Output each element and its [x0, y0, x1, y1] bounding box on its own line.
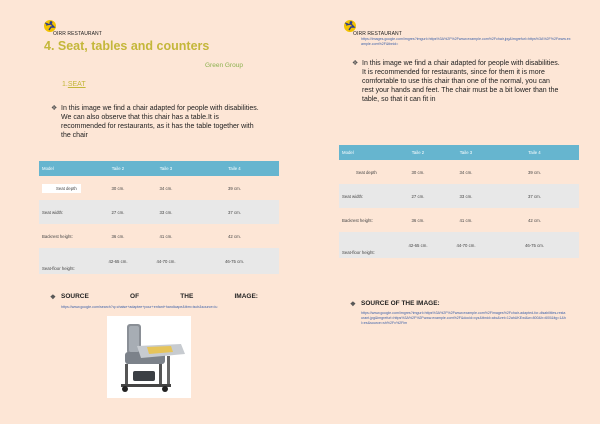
section-heading — [62, 81, 86, 88]
table-cell: 37 cm. — [490, 184, 579, 208]
source-word: SOURCE — [61, 293, 89, 300]
diamond-bullet-icon: ❖ — [350, 301, 356, 308]
table-cell: 36 cm. — [394, 208, 442, 232]
table-row — [39, 176, 279, 200]
table-header: Taile 2 — [394, 145, 442, 160]
row-label: Backrest height: — [39, 224, 94, 248]
table-cell: 42 cm. — [490, 208, 579, 232]
section-label: SEAT — [67, 81, 86, 88]
table-header: Taile 2 — [94, 161, 142, 176]
row-label: Seat width: — [39, 200, 94, 224]
row-label: Seat-floor height: — [339, 232, 394, 258]
table-header: Taile 3 — [442, 145, 490, 160]
row-label-cell — [39, 176, 94, 200]
group-label: Green Group — [205, 62, 243, 69]
table-cell: 42-65 cm. — [394, 232, 442, 258]
source-link[interactable]: https://www.google.com/imgres?imgurl=https%3A%2F%2Fwww.example.com%2Fimages%2Fchair-adapted-for-disabilities-restaurant.jpg&imgrefurl=https%3A%2F%2Fwww.example.com%2F&docid=xyz&tbnid=abc&vet=12ahUKEwi&w=800&h=600&itg=1&hl=es&source=sh%2Fx%2Fim — [361, 311, 566, 325]
row-label: Seat depth — [356, 169, 377, 175]
table-cell: 46-75 cm. — [190, 248, 279, 274]
table-header: Model — [339, 145, 394, 160]
source-heading — [350, 300, 440, 308]
table-cell: 34 cm. — [442, 160, 490, 184]
source-link[interactable]: https://www.google.com/search?q=chaise+adaptee+pour+enfant+handicape&tbm=isch&source=iu — [61, 305, 218, 309]
table-header-row — [39, 161, 279, 176]
right-page — [300, 0, 600, 424]
brand-name: OIRR RESTAURANT — [53, 31, 102, 37]
brand-name: OIRR RESTAURANT — [353, 31, 402, 37]
table-row — [339, 160, 579, 184]
row-label: Seat depth — [42, 184, 81, 193]
table-cell: 33 cm. — [442, 184, 490, 208]
table-row — [339, 184, 579, 208]
table-cell: 27 cm. — [394, 184, 442, 208]
source-heading — [50, 293, 258, 301]
table-cell: 44-70 cm. — [142, 248, 190, 274]
source-title: SOURCE OF THE IMAGE: — [361, 300, 440, 307]
description-paragraph — [51, 104, 261, 140]
source-word: THE — [180, 293, 194, 300]
table-row — [39, 200, 279, 224]
table-row — [339, 232, 579, 258]
adapted-chair-icon — [107, 316, 191, 398]
row-label: Seat-floor height: — [39, 248, 94, 274]
table-header: Taile 3 — [142, 161, 190, 176]
table-cell: 42-65 cm. — [94, 248, 142, 274]
table-cell: 41 cm. — [142, 224, 190, 248]
table-cell: 33 cm. — [142, 200, 190, 224]
table-cell: 30 cm. — [394, 160, 442, 184]
description-paragraph — [352, 59, 562, 104]
table-cell: 34 cm. — [142, 176, 190, 200]
table-cell: 46-75 cm. — [490, 232, 579, 258]
table-header: Taile 4 — [190, 161, 279, 176]
table-header-row — [339, 145, 579, 160]
diamond-bullet-icon: ❖ — [50, 294, 56, 301]
description-text: In this image we find a chair adapted for people with disabilities. We can also observe that this chair has a table.It is recommended for restaurants, as it has the table together with the chair — [61, 105, 259, 139]
diamond-bullet-icon: ❖ — [51, 105, 58, 112]
page-title: 4. Seat, tables and counters — [44, 39, 210, 53]
table-cell: 37 cm. — [190, 200, 279, 224]
source-word: OF — [130, 293, 140, 300]
table-row — [39, 224, 279, 248]
section-number: 1. — [62, 81, 68, 88]
chair-image — [107, 316, 191, 398]
description-text: In this image we find a chair adapted for people with disabilities. It is recommended for restaurants, since for them it is more comfortable to use this chair than one of the normal, you can rest your hands and feet. The chair must be a bit lower than the table, so that it can fit in — [362, 60, 560, 103]
table-header: Model — [39, 161, 94, 176]
table-header: Taile 4 — [490, 145, 579, 160]
measurements-table — [339, 145, 579, 258]
row-label-cell — [339, 160, 394, 184]
table-cell: 41 cm. — [442, 208, 490, 232]
table-row — [339, 208, 579, 232]
table-cell: 39 cm. — [490, 160, 579, 184]
top-source-link[interactable]: https://images.google.com/imgres?imgurl=https%3A%2F%2Fwww.example.com%2Fchair.jpg&imgrefurl=https%3A%2F%2Fwww.example.com%2F&tbnid= — [361, 37, 571, 46]
row-label: Backrest height: — [339, 208, 394, 232]
diamond-bullet-icon: ❖ — [352, 60, 359, 67]
table-cell: 27 cm. — [94, 200, 142, 224]
table-cell: 39 cm. — [190, 176, 279, 200]
table-cell: 30 cm. — [94, 176, 142, 200]
table-cell: 44-70 cm. — [442, 232, 490, 258]
measurements-table — [39, 161, 279, 274]
table-cell: 42 cm. — [190, 224, 279, 248]
source-word: IMAGE: — [234, 293, 258, 300]
table-row — [39, 248, 279, 274]
row-label: Seat width: — [339, 184, 394, 208]
table-cell: 36 cm. — [94, 224, 142, 248]
